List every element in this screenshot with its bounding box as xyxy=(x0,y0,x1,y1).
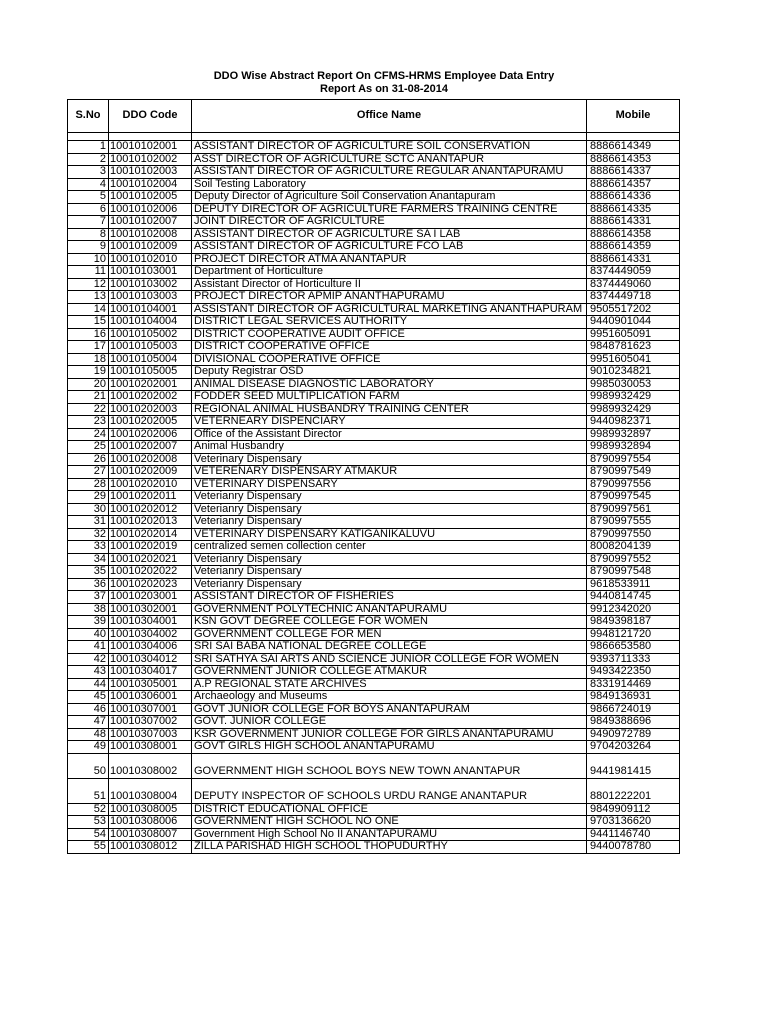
row-ddo-code: 10010105003 xyxy=(109,341,192,354)
row-sno: 35 xyxy=(68,566,109,579)
row-mobile: 8886614331 xyxy=(587,216,680,229)
row-mobile: 9912342020 xyxy=(587,603,680,616)
row-office-name: ASSISTANT DIRECTOR OF AGRICULTURE FCO LAB xyxy=(192,241,587,254)
table-row xyxy=(68,228,680,241)
row-office-name: Veterianry Dispensary xyxy=(192,553,587,566)
row-office-name: DISTRICT LEGAL SERVICES AUTHORITY xyxy=(192,316,587,329)
table-row xyxy=(68,403,680,416)
row-mobile: 9849909112 xyxy=(587,803,680,816)
table-row xyxy=(68,753,680,778)
row-sno: 32 xyxy=(68,528,109,541)
row-office-name: Deputy Registrar OSD xyxy=(192,366,587,379)
row-mobile: 8886614358 xyxy=(587,228,680,241)
row-sno: 33 xyxy=(68,541,109,554)
row-sno: 22 xyxy=(68,403,109,416)
row-mobile: 8790997554 xyxy=(587,453,680,466)
row-office-name: GOVERNMENT HIGH SCHOOL NO ONE xyxy=(192,816,587,829)
row-ddo-code: 10010102002 xyxy=(109,153,192,166)
row-ddo-code: 10010308007 xyxy=(109,828,192,841)
row-sno: 14 xyxy=(68,303,109,316)
row-mobile: 8374449059 xyxy=(587,266,680,279)
row-sno: 19 xyxy=(68,366,109,379)
table-row xyxy=(68,341,680,354)
table-row xyxy=(68,428,680,441)
table-row xyxy=(68,491,680,504)
row-mobile: 8790997548 xyxy=(587,566,680,579)
row-sno: 50 xyxy=(68,753,109,778)
row-mobile: 9989932897 xyxy=(587,428,680,441)
row-office-name: DISTRICT COOPERATIVE AUDIT OFFICE xyxy=(192,328,587,341)
row-office-name: ASSISTANT DIRECTOR OF AGRICULTURE SOIL CONSERVATION xyxy=(192,141,587,154)
row-ddo-code: 10010202010 xyxy=(109,478,192,491)
spacer-row xyxy=(68,133,680,141)
row-sno: 39 xyxy=(68,616,109,629)
row-ddo-code: 10010202012 xyxy=(109,503,192,516)
row-mobile: 9989932429 xyxy=(587,391,680,404)
table-row xyxy=(68,141,680,154)
row-mobile: 9951605091 xyxy=(587,328,680,341)
row-ddo-code: 10010105004 xyxy=(109,353,192,366)
row-ddo-code: 10010105005 xyxy=(109,366,192,379)
row-ddo-code: 10010202005 xyxy=(109,416,192,429)
row-office-name: Government High School No II ANANTAPURAMU xyxy=(192,828,587,841)
row-office-name: ASST DIRECTOR OF AGRICULTURE SCTC ANANTAPUR xyxy=(192,153,587,166)
row-sno: 42 xyxy=(68,653,109,666)
row-office-name: centralized semen collection center xyxy=(192,541,587,554)
row-office-name: A.P REGIONAL STATE ARCHIVES xyxy=(192,678,587,691)
row-sno: 38 xyxy=(68,603,109,616)
row-sno: 34 xyxy=(68,553,109,566)
row-sno: 25 xyxy=(68,441,109,454)
row-ddo-code: 10010306001 xyxy=(109,691,192,704)
row-ddo-code: 10010307002 xyxy=(109,716,192,729)
row-mobile: 8886614336 xyxy=(587,191,680,204)
row-sno: 16 xyxy=(68,328,109,341)
row-ddo-code: 10010202006 xyxy=(109,428,192,441)
header-sno: S.No xyxy=(68,100,109,133)
row-ddo-code: 10010202023 xyxy=(109,578,192,591)
row-ddo-code: 10010202014 xyxy=(109,528,192,541)
row-ddo-code: 10010102006 xyxy=(109,203,192,216)
row-mobile: 9849388696 xyxy=(587,716,680,729)
row-mobile: 8886614331 xyxy=(587,253,680,266)
row-ddo-code: 10010102009 xyxy=(109,241,192,254)
table-row xyxy=(68,566,680,579)
row-office-name: ANIMAL DISEASE DIAGNOSTIC LABORATORY xyxy=(192,378,587,391)
table-row xyxy=(68,553,680,566)
row-sno: 5 xyxy=(68,191,109,204)
row-ddo-code: 10010307001 xyxy=(109,703,192,716)
row-ddo-code: 10010202021 xyxy=(109,553,192,566)
row-sno: 8 xyxy=(68,228,109,241)
row-mobile: 8886614349 xyxy=(587,141,680,154)
row-ddo-code: 10010102007 xyxy=(109,216,192,229)
row-ddo-code: 10010304002 xyxy=(109,628,192,641)
row-mobile: 9703136620 xyxy=(587,816,680,829)
table-row xyxy=(68,166,680,179)
table-row xyxy=(68,241,680,254)
row-office-name: DEPUTY DIRECTOR OF AGRICULTURE FARMERS TRAINING CENTRE xyxy=(192,203,587,216)
row-sno: 21 xyxy=(68,391,109,404)
row-sno: 52 xyxy=(68,803,109,816)
row-office-name: Assistant Director of Horticulture II xyxy=(192,278,587,291)
row-sno: 53 xyxy=(68,816,109,829)
row-office-name: REGIONAL ANIMAL HUSBANDRY TRAINING CENTER xyxy=(192,403,587,416)
row-sno: 43 xyxy=(68,666,109,679)
row-mobile: 8374449718 xyxy=(587,291,680,304)
row-sno: 1 xyxy=(68,141,109,154)
table-row xyxy=(68,666,680,679)
row-ddo-code: 10010302001 xyxy=(109,603,192,616)
row-sno: 2 xyxy=(68,153,109,166)
row-office-name: Animal Husbandry xyxy=(192,441,587,454)
header-office-name: Office Name xyxy=(192,100,587,133)
row-office-name: VETERINARY DISPENSARY xyxy=(192,478,587,491)
table-row xyxy=(68,816,680,829)
row-sno: 46 xyxy=(68,703,109,716)
row-ddo-code: 10010103002 xyxy=(109,278,192,291)
table-row xyxy=(68,303,680,316)
row-ddo-code: 10010202007 xyxy=(109,441,192,454)
row-ddo-code: 10010203001 xyxy=(109,591,192,604)
table-row xyxy=(68,516,680,529)
table-row xyxy=(68,153,680,166)
table-row xyxy=(68,778,680,803)
row-office-name: ASSISTANT DIRECTOR OF AGRICULTURE SA I LAB xyxy=(192,228,587,241)
row-office-name: PROJECT DIRECTOR APMIP ANANTHAPURAMU xyxy=(192,291,587,304)
table-row xyxy=(68,691,680,704)
row-sno: 18 xyxy=(68,353,109,366)
report-subtitle: Report As on 31-08-2014 xyxy=(320,83,448,95)
row-sno: 26 xyxy=(68,453,109,466)
row-ddo-code: 10010202019 xyxy=(109,541,192,554)
row-mobile: 8886614335 xyxy=(587,203,680,216)
row-office-name: ASSISTANT DIRECTOR OF AGRICULTURE REGULAR ANANTAPURAMU xyxy=(192,166,587,179)
row-mobile: 9393711333 xyxy=(587,653,680,666)
row-office-name: DIVISIONAL COOPERATIVE OFFICE xyxy=(192,353,587,366)
row-office-name: Department of Horticulture xyxy=(192,266,587,279)
row-mobile: 9704203264 xyxy=(587,741,680,754)
row-mobile: 9948121720 xyxy=(587,628,680,641)
row-ddo-code: 10010202008 xyxy=(109,453,192,466)
row-ddo-code: 10010102008 xyxy=(109,228,192,241)
table-row xyxy=(68,416,680,429)
table-row xyxy=(68,291,680,304)
row-ddo-code: 10010102010 xyxy=(109,253,192,266)
row-sno: 51 xyxy=(68,778,109,803)
table-row xyxy=(68,253,680,266)
table-row xyxy=(68,203,680,216)
row-sno: 41 xyxy=(68,641,109,654)
report-table xyxy=(67,99,680,854)
row-sno: 45 xyxy=(68,691,109,704)
row-mobile: 9866653580 xyxy=(587,641,680,654)
row-mobile: 9618533911 xyxy=(587,578,680,591)
table-row xyxy=(68,441,680,454)
row-office-name: FODDER SEED MULTIPLICATION FARM xyxy=(192,391,587,404)
row-office-name: Veterinary Dispensary xyxy=(192,453,587,466)
table-row xyxy=(68,478,680,491)
row-office-name: GOVERNMENT HIGH SCHOOL BOYS NEW TOWN ANANTAPUR xyxy=(192,753,587,778)
row-sno: 37 xyxy=(68,591,109,604)
row-office-name: GOVERNMENT COLLEGE FOR MEN xyxy=(192,628,587,641)
header-ddo-code: DDO Code xyxy=(109,100,192,133)
table-row xyxy=(68,528,680,541)
row-office-name: Veterianry Dispensary xyxy=(192,491,587,504)
row-sno: 31 xyxy=(68,516,109,529)
row-mobile: 9440814745 xyxy=(587,591,680,604)
row-sno: 6 xyxy=(68,203,109,216)
row-sno: 12 xyxy=(68,278,109,291)
row-ddo-code: 10010202011 xyxy=(109,491,192,504)
row-office-name: Deputy Director of Agriculture Soil Conservation Anantapuram xyxy=(192,191,587,204)
table-row xyxy=(68,741,680,754)
table-row xyxy=(68,716,680,729)
row-mobile: 9440078780 xyxy=(587,841,680,854)
row-sno: 40 xyxy=(68,628,109,641)
header-mobile: Mobile xyxy=(587,100,680,133)
row-mobile: 8790997561 xyxy=(587,503,680,516)
row-sno: 11 xyxy=(68,266,109,279)
row-office-name: ASSISTANT DIRECTOR OF FISHERIES xyxy=(192,591,587,604)
row-office-name: GOVT. JUNIOR COLLEGE xyxy=(192,716,587,729)
row-mobile: 9440901044 xyxy=(587,316,680,329)
table-row xyxy=(68,641,680,654)
row-ddo-code: 10010105002 xyxy=(109,328,192,341)
row-ddo-code: 10010103003 xyxy=(109,291,192,304)
row-mobile: 8790997549 xyxy=(587,466,680,479)
row-ddo-code: 10010202009 xyxy=(109,466,192,479)
table-row xyxy=(68,841,680,854)
row-mobile: 9951605041 xyxy=(587,353,680,366)
row-sno: 54 xyxy=(68,828,109,841)
table-row xyxy=(68,378,680,391)
table-row xyxy=(68,266,680,279)
row-sno: 23 xyxy=(68,416,109,429)
report-title: DDO Wise Abstract Report On CFMS-HRMS Employee Data Entry xyxy=(213,70,555,82)
table-row xyxy=(68,466,680,479)
row-office-name: JOINT DIRECTOR OF AGRICULTURE xyxy=(192,216,587,229)
row-office-name: DISTRICT COOPERATIVE OFFICE xyxy=(192,341,587,354)
row-office-name: ASSISTANT DIRECTOR OF AGRICULTURAL MARKETING ANANTHAPURAM xyxy=(192,303,587,316)
row-ddo-code: 10010103001 xyxy=(109,266,192,279)
row-ddo-code: 10010202002 xyxy=(109,391,192,404)
row-ddo-code: 10010304001 xyxy=(109,616,192,629)
row-mobile: 8790997550 xyxy=(587,528,680,541)
row-mobile: 8790997552 xyxy=(587,553,680,566)
row-mobile: 9490972789 xyxy=(587,728,680,741)
table-row xyxy=(68,191,680,204)
row-mobile: 8886614337 xyxy=(587,166,680,179)
row-office-name: GOVERNMENT POLYTECHNIC ANANTAPURAMU xyxy=(192,603,587,616)
row-office-name: VETERINARY DISPENSARY KATIGANIKALUVU xyxy=(192,528,587,541)
table-row xyxy=(68,328,680,341)
row-sno: 47 xyxy=(68,716,109,729)
table-row xyxy=(68,278,680,291)
row-mobile: 8801222201 xyxy=(587,778,680,803)
row-mobile: 9849398187 xyxy=(587,616,680,629)
table-row xyxy=(68,703,680,716)
row-mobile: 8790997556 xyxy=(587,478,680,491)
row-ddo-code: 10010102001 xyxy=(109,141,192,154)
table-row xyxy=(68,541,680,554)
row-office-name: Veterianry Dispensary xyxy=(192,503,587,516)
table-row xyxy=(68,591,680,604)
row-mobile: 8886614357 xyxy=(587,178,680,191)
row-office-name: Soil Testing Laboratory xyxy=(192,178,587,191)
row-mobile: 8886614359 xyxy=(587,241,680,254)
table-row xyxy=(68,353,680,366)
row-office-name: KSN GOVT DEGREE COLLEGE FOR WOMEN xyxy=(192,616,587,629)
row-office-name: ZILLA PARISHAD HIGH SCHOOL THOPUDURTHY xyxy=(192,841,587,854)
table-row xyxy=(68,178,680,191)
row-sno: 55 xyxy=(68,841,109,854)
table-row xyxy=(68,216,680,229)
table-row xyxy=(68,678,680,691)
row-sno: 13 xyxy=(68,291,109,304)
header-row xyxy=(68,100,680,133)
row-sno: 15 xyxy=(68,316,109,329)
row-mobile: 8790997555 xyxy=(587,516,680,529)
row-office-name: GOVERNMENT JUNIOR COLLEGE ATMAKUR xyxy=(192,666,587,679)
row-sno: 17 xyxy=(68,341,109,354)
table-row xyxy=(68,453,680,466)
table-body xyxy=(68,133,680,854)
row-mobile: 8008204139 xyxy=(587,541,680,554)
row-mobile: 9505517202 xyxy=(587,303,680,316)
row-mobile: 9866724019 xyxy=(587,703,680,716)
row-ddo-code: 10010102003 xyxy=(109,166,192,179)
table-row xyxy=(68,653,680,666)
row-sno: 48 xyxy=(68,728,109,741)
row-office-name: SRI SATHYA SAI ARTS AND SCIENCE JUNIOR COLLEGE FOR WOMEN xyxy=(192,653,587,666)
row-sno: 7 xyxy=(68,216,109,229)
row-mobile: 9010234821 xyxy=(587,366,680,379)
row-ddo-code: 10010102005 xyxy=(109,191,192,204)
row-sno: 27 xyxy=(68,466,109,479)
row-office-name: GOVT GIRLS HIGH SCHOOL ANANTAPURAMU xyxy=(192,741,587,754)
row-mobile: 9849136931 xyxy=(587,691,680,704)
row-ddo-code: 10010102004 xyxy=(109,178,192,191)
row-ddo-code: 10010308005 xyxy=(109,803,192,816)
table-row xyxy=(68,803,680,816)
row-ddo-code: 10010202022 xyxy=(109,566,192,579)
row-office-name: GOVT JUNIOR COLLEGE FOR BOYS ANANTAPURAM xyxy=(192,703,587,716)
row-office-name: Veterianry Dispensary xyxy=(192,516,587,529)
row-mobile: 8331914469 xyxy=(587,678,680,691)
row-sno: 36 xyxy=(68,578,109,591)
row-mobile: 8790997545 xyxy=(587,491,680,504)
row-sno: 20 xyxy=(68,378,109,391)
table-row xyxy=(68,828,680,841)
row-mobile: 9440982371 xyxy=(587,416,680,429)
row-ddo-code: 10010308006 xyxy=(109,816,192,829)
row-mobile: 9848781623 xyxy=(587,341,680,354)
row-ddo-code: 10010304012 xyxy=(109,653,192,666)
row-office-name: DISTRICT EDUCATIONAL OFFICE xyxy=(192,803,587,816)
row-ddo-code: 10010304017 xyxy=(109,666,192,679)
row-mobile: 9985030053 xyxy=(587,378,680,391)
table-row xyxy=(68,366,680,379)
row-sno: 28 xyxy=(68,478,109,491)
row-ddo-code: 10010202001 xyxy=(109,378,192,391)
row-sno: 24 xyxy=(68,428,109,441)
row-office-name: KSR GOVERNMENT JUNIOR COLLEGE FOR GIRLS ANANTAPURAMU xyxy=(192,728,587,741)
row-mobile: 9493422350 xyxy=(587,666,680,679)
table-row xyxy=(68,391,680,404)
row-ddo-code: 10010308002 xyxy=(109,753,192,778)
row-ddo-code: 10010104004 xyxy=(109,316,192,329)
row-ddo-code: 10010202013 xyxy=(109,516,192,529)
row-sno: 9 xyxy=(68,241,109,254)
row-office-name: SRI SAI BABA NATIONAL DEGREE COLLEGE xyxy=(192,641,587,654)
row-ddo-code: 10010304006 xyxy=(109,641,192,654)
row-office-name: VETERENARY DISPENSARY ATMAKUR xyxy=(192,466,587,479)
row-office-name: VETERNEARY DISPENCIARY xyxy=(192,416,587,429)
row-office-name: Veterianry Dispensary xyxy=(192,578,587,591)
row-ddo-code: 10010308012 xyxy=(109,841,192,854)
row-sno: 10 xyxy=(68,253,109,266)
row-mobile: 8886614353 xyxy=(587,153,680,166)
row-mobile: 9989932429 xyxy=(587,403,680,416)
row-mobile: 9441981415 xyxy=(587,753,680,778)
row-ddo-code: 10010202003 xyxy=(109,403,192,416)
table-row xyxy=(68,728,680,741)
row-sno: 49 xyxy=(68,741,109,754)
row-ddo-code: 10010308004 xyxy=(109,778,192,803)
row-office-name: Archaeology and Museums xyxy=(192,691,587,704)
table-row xyxy=(68,628,680,641)
row-ddo-code: 10010308001 xyxy=(109,741,192,754)
row-office-name: Veterianry Dispensary xyxy=(192,566,587,579)
table-row xyxy=(68,616,680,629)
row-mobile: 9441146740 xyxy=(587,828,680,841)
row-ddo-code: 10010104001 xyxy=(109,303,192,316)
row-office-name: PROJECT DIRECTOR ATMA ANANTAPUR xyxy=(192,253,587,266)
row-mobile: 8374449060 xyxy=(587,278,680,291)
row-office-name: DEPUTY INSPECTOR OF SCHOOLS URDU RANGE ANANTAPUR xyxy=(192,778,587,803)
row-mobile: 9989932894 xyxy=(587,441,680,454)
row-sno: 4 xyxy=(68,178,109,191)
table-row xyxy=(68,316,680,329)
row-sno: 3 xyxy=(68,166,109,179)
row-ddo-code: 10010305001 xyxy=(109,678,192,691)
row-ddo-code: 10010307003 xyxy=(109,728,192,741)
table-row xyxy=(68,603,680,616)
table-row xyxy=(68,503,680,516)
table-row xyxy=(68,578,680,591)
row-office-name: Office of the Assistant Director xyxy=(192,428,587,441)
row-sno: 29 xyxy=(68,491,109,504)
row-sno: 30 xyxy=(68,503,109,516)
row-sno: 44 xyxy=(68,678,109,691)
